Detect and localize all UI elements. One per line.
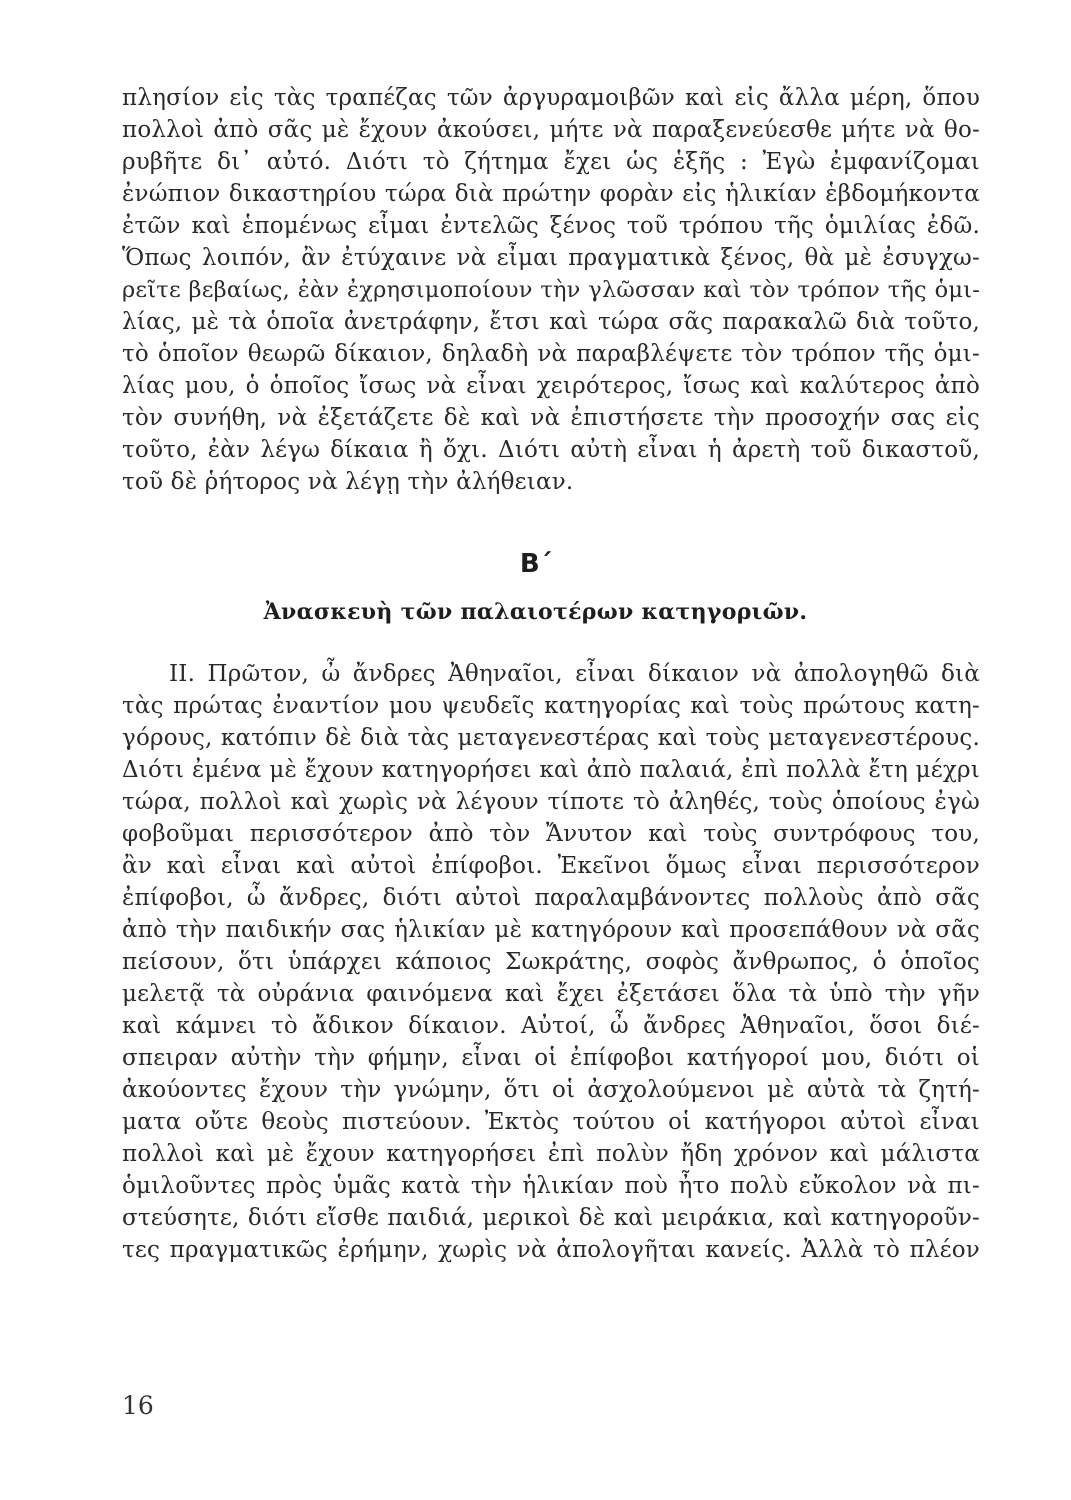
text-line: ἐτῶν καὶ ἑπομένως εἶμαι ἐντελῶς ξένος τοῦ τρόπου τῆς ὁμιλίας ἐδῶ.	[122, 213, 980, 239]
text-line: II. Πρῶτον, ὦ ἄνδρες Ἀθηναῖοι, εἶναι δίκαιον νὰ ἀπολογηθῶ διὰ	[169, 661, 980, 687]
text-line: ρυβῆτε δι᾽ αὐτό. Διότι τὸ ζήτημα ἔχει ὡς ἑξῆς : Ἐγὼ ἐμφανίζομαι	[122, 149, 980, 175]
text-line: ἐνώπιον δικαστηρίου τώρα διὰ πρώτην φορὰν εἰς ἡλικίαν ἑβδομήκοντα	[122, 181, 980, 207]
text-line: Ὅπως λοιπόν, ἂν ἐτύχαινε νὰ εἶμαι πραγματικὰ ξένος, θὰ μὲ ἐσυγχω-	[122, 245, 980, 271]
text-line: στεύσητε, διότι εἴσθε παιδιά, μερικοὶ δὲ καὶ μειράκια, καὶ κατηγοροῦν-	[122, 1205, 980, 1231]
text-line: λίας, μὲ τὰ ὁποῖα ἀνετράφην, ἔτσι καὶ τώρα σᾶς παρακαλῶ διὰ τοῦτο,	[122, 309, 980, 335]
text-line: πλησίον εἰς τὰς τραπέζας τῶν ἀργυραμοιβῶν καὶ εἰς ἄλλα μέρη, ὅπου	[122, 85, 980, 111]
text-line: γόρους, κατόπιν δὲ διὰ τὰς μεταγενεστέρας καὶ τοὺς μεταγενεστέρους.	[122, 725, 980, 751]
text-line: πολλοὶ ἀπὸ σᾶς μὲ ἔχουν ἀκούσει, μήτε νὰ παραξενεύεσθε μήτε νὰ θο-	[122, 117, 980, 143]
text-line: τὰς πρώτας ἐναντίον μου ψευδεῖς κατηγορίας καὶ τοὺς πρώτους κατη-	[122, 693, 980, 719]
section-mark: B΄	[519, 549, 552, 579]
text-line: τώρα, πολλοὶ καὶ χωρὶς νὰ λέγουν τίποτε τὸ ἀληθές, τοὺς ὁποίους ἐγὼ	[122, 789, 980, 815]
text-line: ἂν καὶ εἶναι καὶ αὐτοὶ ἐπίφοβοι. Ἐκεῖνοι ὅμως εἶναι περισσότερον	[122, 853, 980, 879]
text-line: τὸν συνήθη, νὰ ἐξετάζετε δὲ καὶ νὰ ἐπιστήσετε τὴν προσοχήν σας εἰς	[122, 405, 980, 431]
text-line: τὸ ὁποῖον θεωρῶ δίκαιον, δηλαδὴ νὰ παραβλέψετε τὸν τρόπον τῆς ὁμι-	[122, 341, 980, 367]
text-line: τες πραγματικῶς ἐρήμην, χωρὶς νὰ ἀπολογῆται κανείς. Ἀλλὰ τὸ πλέον	[122, 1237, 980, 1263]
text-line: ἐπίφοβοι, ὦ ἄνδρες, διότι αὐτοὶ παραλαμβάνοντες πολλοὺς ἀπὸ σᾶς	[122, 885, 980, 911]
page-number: 16	[122, 1391, 154, 1420]
text-line: ματα οὔτε θεοὺς πιστεύουν. Ἐκτὸς τούτου οἱ κατήγοροι αὐτοὶ εἶναι	[122, 1109, 980, 1135]
text-line: ὁμιλοῦντες πρὸς ὑμᾶς κατὰ τὴν ἡλικίαν ποὺ ἦτο πολὺ εὔκολον νὰ πι-	[122, 1173, 980, 1199]
text-line: ἀπὸ τὴν παιδικήν σας ἡλικίαν μὲ κατηγόρουν καὶ προσεπάθουν νὰ σᾶς	[122, 917, 980, 943]
text-line: Διότι ἐμένα μὲ ἔχουν κατηγορήσει καὶ ἀπὸ παλαιά, ἐπὶ πολλὰ ἔτη μέχρι	[122, 757, 980, 783]
text-line: πείσουν, ὅτι ὑπάρχει κάποιος Σωκράτης, σοφὸς ἄνθρωπος, ὁ ὁποῖος	[122, 949, 980, 975]
text-line: λίας μου, ὁ ὁποῖος ἴσως νὰ εἶναι χειρότερος, ἴσως καὶ καλύτερος ἀπὸ	[122, 373, 980, 399]
text-line: σπειραν αὐτὴν τὴν φήμην, εἶναι οἱ ἐπίφοβοι κατήγοροί μου, διότι οἱ	[122, 1045, 980, 1071]
text-line: πολλοὶ καὶ μὲ ἔχουν κατηγορήσει ἐπὶ πολὺν ἤδη χρόνον καὶ μάλιστα	[122, 1141, 980, 1167]
text-line: τοῦ δὲ ῥήτορος νὰ λέγῃ τὴν ἀλήθειαν.	[122, 469, 574, 495]
text-line: φοβοῦμαι περισσότερον ἀπὸ τὸν Ἄνυτον καὶ τοὺς συντρόφους του,	[122, 821, 980, 847]
section-heading: Ἀνασκευὴ τῶν παλαιοτέρων κατηγοριῶν.	[263, 599, 808, 625]
text-line: μελετᾷ τὰ οὐράνια φαινόμενα καὶ ἔχει ἐξετάσει ὅλα τὰ ὑπὸ τὴν γῆν	[122, 981, 980, 1007]
text-line: ἀκούοντες ἔχουν τὴν γνώμην, ὅτι οἱ ἀσχολούμενοι μὲ αὐτὰ τὰ ζητή-	[122, 1077, 980, 1103]
text-line: τοῦτο, ἐὰν λέγω δίκαια ἢ ὄχι. Διότι αὐτὴ εἶναι ἡ ἀρετὴ τοῦ δικαστοῦ,	[122, 437, 980, 463]
text-line: καὶ κάμνει τὸ ἄδικον δίκαιον. Αὐτοί, ὦ ἄνδρες Ἀθηναῖοι, ὅσοι διέ-	[122, 1013, 980, 1039]
text-line: ρεῖτε βεβαίως, ἐὰν ἐχρησιμοποίουν τὴν γλῶσσαν καὶ τὸν τρόπον τῆς ὁμι-	[122, 277, 980, 303]
